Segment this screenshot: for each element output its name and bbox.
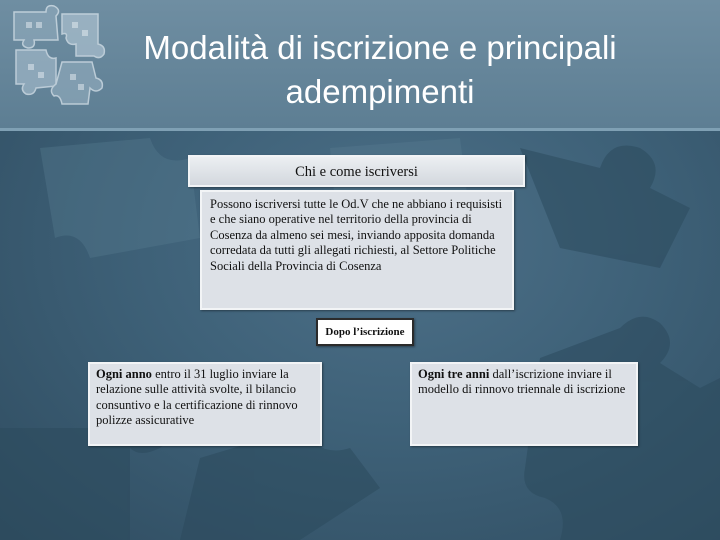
dopo-box: Dopo l’iscrizione bbox=[316, 318, 414, 346]
main-box: Possono iscriversi tutte le Od.V che ne abbiano i requisisti e che siano operative nel territorio della provincia di Cosenza da almeno sei mesi, inviando apposita domanda corredata da tutti gli allegati richiesti, al Settore Politiche Sociali della Provincia di Cosenza bbox=[200, 190, 514, 310]
left-box-bold: Ogni anno bbox=[96, 367, 152, 381]
slide-title: Modalità di iscrizione e principali adempimenti bbox=[143, 29, 617, 110]
left-box bbox=[88, 362, 322, 446]
left-box-text: entro il 31 luglio inviare la relazione sulle attività svolte, il bilancio consuntivo e la certificazione di rinnovo polizze assicurative bbox=[96, 367, 298, 428]
right-box-text: dall’iscrizione inviare il modello di rinnovo triennale di iscrizione bbox=[418, 367, 626, 397]
right-box bbox=[410, 362, 638, 446]
right-box-bold: Ogni tre anni bbox=[418, 367, 490, 381]
header-box: Chi e come iscriversi bbox=[188, 155, 525, 187]
